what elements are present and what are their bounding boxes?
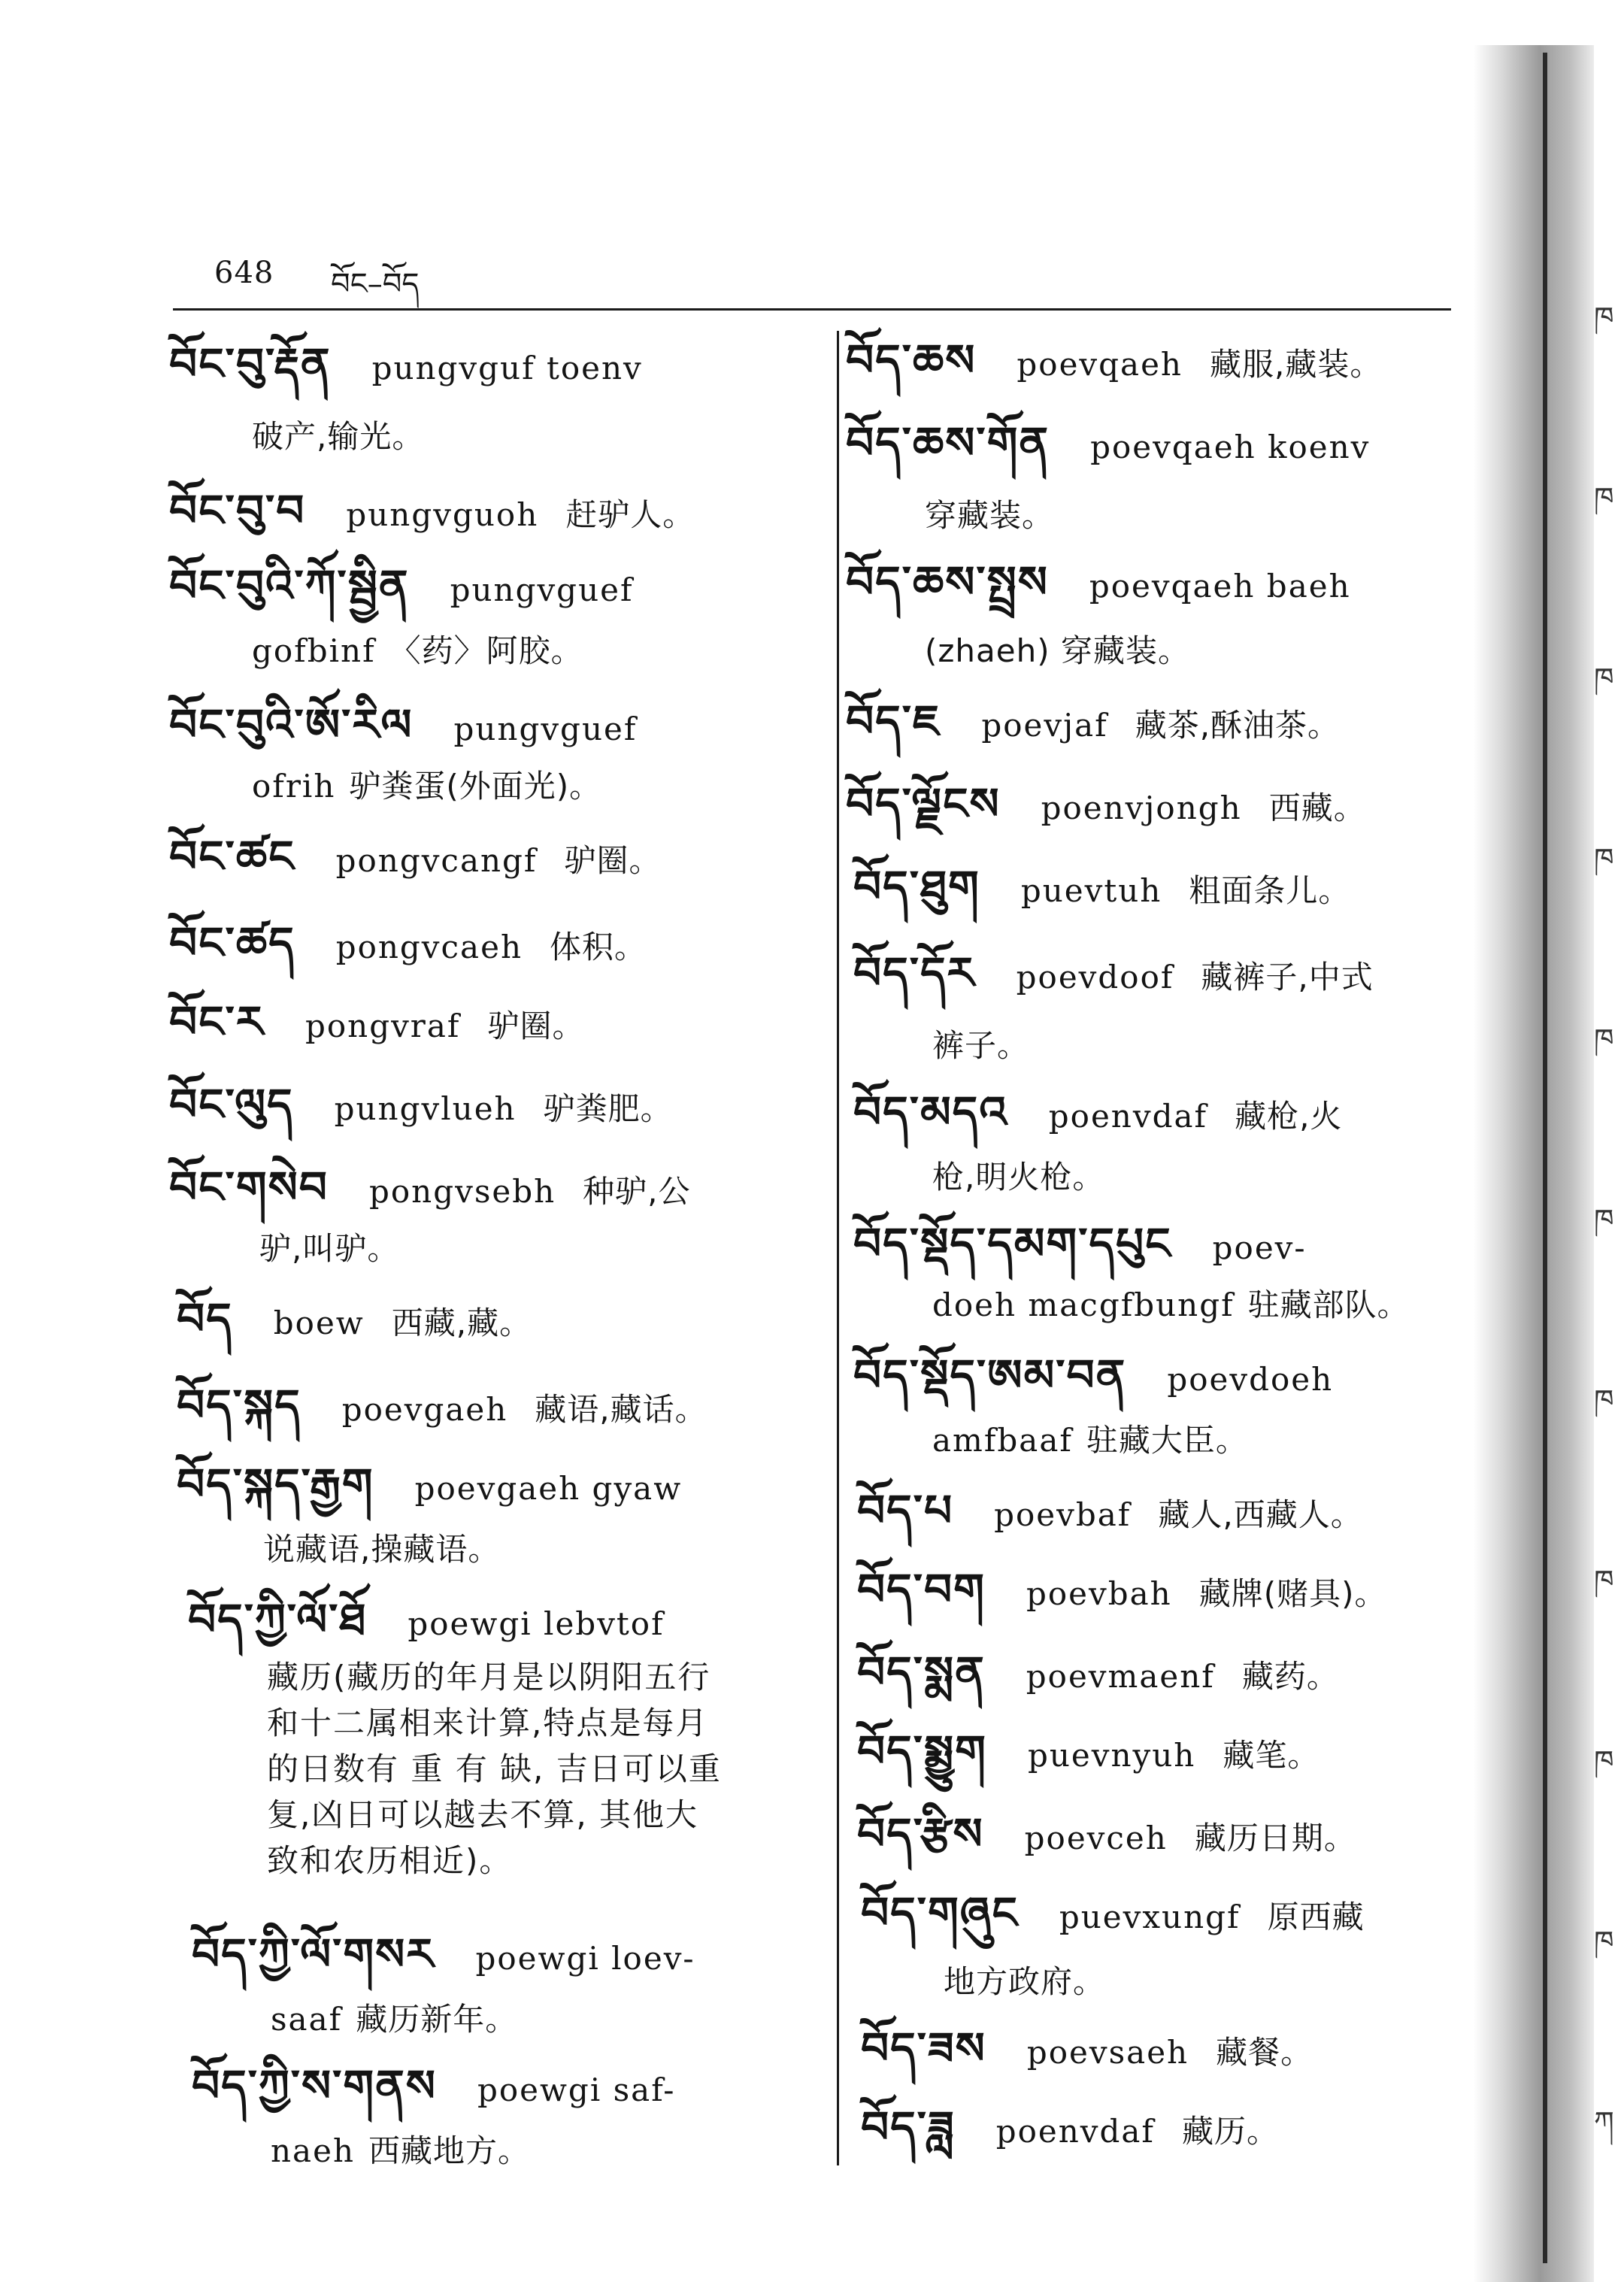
dictionary-entry (853, 861, 1351, 912)
definition: 驻藏大臣。 (1086, 1422, 1248, 1459)
definition-continuation: 说藏语,操藏语。 (263, 1531, 501, 1568)
romanization: poevbah (1026, 1575, 1172, 1612)
tibetan-headword: བོང་བུ་རྡོན (169, 338, 332, 389)
paragraph-line: 致和农历相近)。 (267, 1842, 513, 1879)
tibetan-headword: བོད་ཆས་གོན (846, 417, 1050, 468)
dictionary-entry (177, 1293, 532, 1344)
romanization-continuation: saaf (271, 2001, 343, 2038)
dictionary-entry (846, 696, 1341, 747)
neighbour-glyph: ཁ (1594, 1023, 1614, 1056)
definition: 西藏地方。 (368, 2132, 531, 2169)
column-divider (837, 331, 839, 2165)
tibetan-headword: བོད་ཆས་སྤྲས (846, 556, 1049, 608)
tibetan-headword: བོད་སྨྱུག (857, 1726, 987, 1777)
romanization: pongvraf (304, 1008, 461, 1044)
running-head: བོང–བོད (331, 267, 420, 302)
definition-continuation: 裤子。 (932, 1027, 1030, 1064)
definition: 驴圈。 (487, 1008, 585, 1044)
dictionary-entry (188, 1594, 665, 1645)
romanization-continuation: naeh (271, 2132, 355, 2169)
romanization: poevdoeh (1167, 1361, 1334, 1398)
romanization: poevgaeh (341, 1391, 508, 1428)
definition-continuation (932, 1422, 1248, 1459)
romanization: puevtuh (1020, 872, 1162, 909)
tibetan-headword: བོང་ཚང (169, 831, 295, 882)
definition-continuation: 枪,明火枪。 (932, 1159, 1105, 1196)
romanization: poewgi saf- (477, 2071, 676, 2108)
tibetan-headword: བོད་མདའ (853, 1086, 1008, 1138)
dictionary-entry (169, 996, 585, 1047)
dictionary-entry (853, 1086, 1343, 1138)
romanization: poevgaeh gyaw (414, 1470, 683, 1507)
romanization: puevxungf (1059, 1899, 1241, 1935)
definition: 藏药。 (1241, 1658, 1339, 1695)
definition: 西藏,藏。 (391, 1305, 532, 1341)
romanization-continuation: ofrih (252, 768, 336, 805)
romanization: poevqaeh baeh (1089, 568, 1351, 605)
tibetan-headword: བོད་ཟླ (861, 2102, 956, 2153)
definition: 藏人,西藏人。 (1158, 1496, 1363, 1533)
definition: 粗面条儿。 (1189, 872, 1351, 909)
paragraph-line: 和十二属相来计算,特点是每月 (267, 1705, 709, 1741)
definition: 体积。 (550, 929, 647, 965)
definition: 藏语,藏话。 (535, 1391, 707, 1428)
definition: 驴圈。 (564, 842, 662, 879)
neighbour-glyph: ཁ (1594, 481, 1614, 514)
dictionary-entry (861, 2102, 1279, 2153)
definition: 西藏。 (1268, 789, 1366, 826)
tibetan-headword: བོད་ཟས (861, 2023, 986, 2074)
dictionary-entry (846, 335, 1383, 386)
tibetan-headword: བོད་ཀྱི་ས་གནས (192, 2060, 437, 2111)
page-number: 648 (214, 256, 274, 290)
tibetan-headword: བོད་ཆས (846, 335, 977, 386)
tibetan-headword: བོད་ལྗོངས (846, 778, 1001, 829)
definition: 藏牌(赌具)。 (1198, 1575, 1387, 1612)
romanization: poevdoof (1016, 959, 1174, 996)
definition: 藏枪,火 (1235, 1098, 1343, 1135)
romanization: poenvjongh (1041, 789, 1242, 826)
tibetan-headword: བོད་ཐུག (853, 861, 980, 912)
definition-continuation (932, 1286, 1410, 1323)
dictionary-entry (169, 338, 643, 389)
dictionary-entry (861, 1887, 1365, 1938)
romanization: poevsaeh (1026, 2034, 1189, 2071)
paragraph-line: 复,凶日可以越去不算, 其他大 (267, 1796, 699, 1833)
dictionary-entry (169, 699, 638, 750)
romanization: puevnyuh (1027, 1737, 1196, 1774)
romanization: poevceh (1024, 1820, 1168, 1856)
romanization-continuation: doeh macgfbungf (932, 1286, 1235, 1323)
romanization: poevjaf (981, 707, 1108, 744)
romanization: pongvcangf (335, 842, 538, 879)
paragraph-line: 藏历(藏历的年月是以阴阳五行 (267, 1659, 711, 1696)
dictionary-entry (846, 556, 1351, 608)
tibetan-headword: བོང་ར (169, 996, 265, 1047)
dictionary-entry (177, 1459, 683, 1510)
neighbour-glyph: ཁ (1594, 1925, 1614, 1958)
romanization: pungvguf toenv (371, 350, 643, 386)
dictionary-entry (861, 2023, 1313, 2074)
tibetan-headword: བོད་སྨན (857, 1647, 986, 1698)
definition: 藏茶,酥油茶。 (1135, 707, 1341, 744)
tibetan-headword: བོད་སྡོད་ཨམ་བན (853, 1350, 1127, 1401)
dictionary-entry (846, 778, 1366, 829)
romanization: pongvcaeh (335, 929, 523, 965)
romanization: poevqaeh (1017, 346, 1183, 383)
tibetan-headword: བོང་བུའི་ཨོ་རིལ (169, 699, 414, 750)
definition-continuation (252, 768, 602, 805)
tibetan-headword: བོང་གསེབ (169, 1162, 329, 1213)
tibetan-headword: བོད་ཀྱི་ལོ་ཐོ (188, 1594, 368, 1645)
romanization-continuation: amfbaaf (932, 1422, 1073, 1459)
definition: 藏历日期。 (1194, 1820, 1356, 1856)
romanization: poev- (1212, 1229, 1307, 1266)
tibetan-headword: བོད་སྐད (177, 1380, 301, 1431)
definition: 原西藏 (1267, 1899, 1365, 1935)
dictionary-entry (857, 1564, 1387, 1615)
tibetan-headword: བོད་སྐད་རྒྱག (177, 1459, 374, 1510)
tibetan-headword: བོང་ལུད (169, 1079, 294, 1130)
dictionary-entry (192, 2060, 676, 2111)
definition-continuation (271, 2132, 531, 2169)
romanization: poevmaenf (1026, 1658, 1215, 1695)
dictionary-entry (169, 831, 662, 882)
dictionary-entry (853, 1218, 1307, 1269)
romanization: boew (273, 1305, 365, 1341)
definition-continuation (252, 632, 583, 669)
definition-continuation: 地方政府。 (944, 1963, 1106, 2000)
definition: 藏餐。 (1216, 2034, 1313, 2071)
definition-continuation: 穿藏装。 (925, 497, 1055, 534)
tibetan-headword: བོད་དོར (853, 947, 976, 999)
tibetan-headword: བོད་བག (857, 1564, 986, 1615)
definition-continuation (271, 2001, 518, 2038)
tibetan-headword: བོང་བུའི་ཀོ་སྦྱིན (169, 560, 410, 611)
tibetan-headword: བོད་གཞུང (861, 1887, 1019, 1938)
tibetan-headword: བོད་ཇ (846, 696, 941, 747)
dictionary-entry (169, 917, 647, 968)
definition-continuation: 驴,叫驴。 (259, 1230, 400, 1267)
paragraph-line: 的日数有 重 有 缺, 吉日可以重 (267, 1750, 722, 1787)
definition: 驻藏部队。 (1247, 1286, 1410, 1323)
header-rule (173, 308, 1451, 311)
definition: 赶驴人。 (565, 496, 695, 533)
definition-paragraph (267, 1654, 722, 1883)
dictionary-entry (177, 1380, 707, 1431)
dictionary-entry (169, 1162, 691, 1213)
neighbour-glyph: ཁ (1594, 301, 1614, 334)
dictionary-entry (169, 1079, 673, 1130)
dictionary-entry (857, 1485, 1363, 1536)
definition: 种驴,公 (583, 1173, 691, 1210)
romanization: pungvguef (450, 571, 634, 608)
definition: 〈药〉阿胶。 (389, 632, 583, 669)
romanization: pungvguef (453, 711, 638, 747)
neighbour-glyph: ཀ (1594, 2105, 1614, 2138)
romanization: pongvsebh (368, 1173, 556, 1210)
neighbour-glyph: ཁ (1594, 1203, 1614, 1236)
dictionary-entry (857, 1647, 1339, 1698)
romanization: poewgi loev- (475, 1940, 695, 1977)
definition: 驴粪蛋(外面光)。 (349, 768, 602, 805)
romanization: pungvguoh (346, 496, 539, 533)
dictionary-entry (857, 1726, 1320, 1777)
neighbour-glyph: ཁ (1594, 1383, 1614, 1417)
tibetan-headword: བོད་སྡོད་དམག་དཔུང (853, 1218, 1172, 1269)
neighbour-glyph: ཁ (1594, 1744, 1614, 1777)
romanization: poevqaeh koenv (1090, 429, 1371, 465)
definition-continuation: (zhaeh) 穿藏装。 (925, 632, 1190, 669)
definition: 藏历。 (1181, 2113, 1279, 2150)
binding-line (1543, 53, 1547, 2263)
neighbour-glyph: ཁ (1594, 842, 1614, 875)
dictionary-entry (169, 560, 634, 611)
definition: 驴粪肥。 (543, 1090, 673, 1127)
dictionary-entry (192, 1929, 695, 1980)
definition: 藏服,藏装。 (1209, 346, 1383, 383)
tibetan-headword: བོད (177, 1293, 233, 1344)
definition: 藏历新年。 (356, 2001, 518, 2038)
romanization: poenvdaf (1048, 1098, 1208, 1135)
dictionary-entry (169, 485, 695, 536)
romanization-continuation: gofbinf (252, 632, 376, 669)
dictionary-entry (853, 947, 1374, 999)
tibetan-headword: བོད་པ (857, 1485, 954, 1536)
romanization: poewgi lebvtof (408, 1605, 665, 1642)
romanization: poevbaf (994, 1496, 1132, 1533)
romanization: pungvlueh (334, 1090, 517, 1127)
tibetan-headword: བོང་བུ་བ (169, 485, 306, 536)
romanization: poenvdaf (995, 2113, 1155, 2150)
tibetan-headword: བོད་ཀྱི་ལོ་གསར (192, 1929, 435, 1980)
dictionary-entry (853, 1350, 1334, 1401)
dictionary-entry (857, 1808, 1356, 1859)
neighbour-page-edge (1594, 286, 1624, 2271)
binding-shadow (1474, 45, 1594, 2282)
neighbour-glyph: ཁ (1594, 662, 1614, 695)
tibetan-headword: བོད་རྩིས (857, 1808, 984, 1859)
definition: 藏裤子,中式 (1201, 959, 1374, 996)
neighbour-glyph: ཁ (1594, 1564, 1614, 1597)
tibetan-headword: བོང་ཚད (169, 917, 295, 968)
dictionary-entry (846, 417, 1371, 468)
definition-continuation: 破产,输光。 (252, 418, 425, 455)
definition: 藏笔。 (1223, 1737, 1320, 1774)
